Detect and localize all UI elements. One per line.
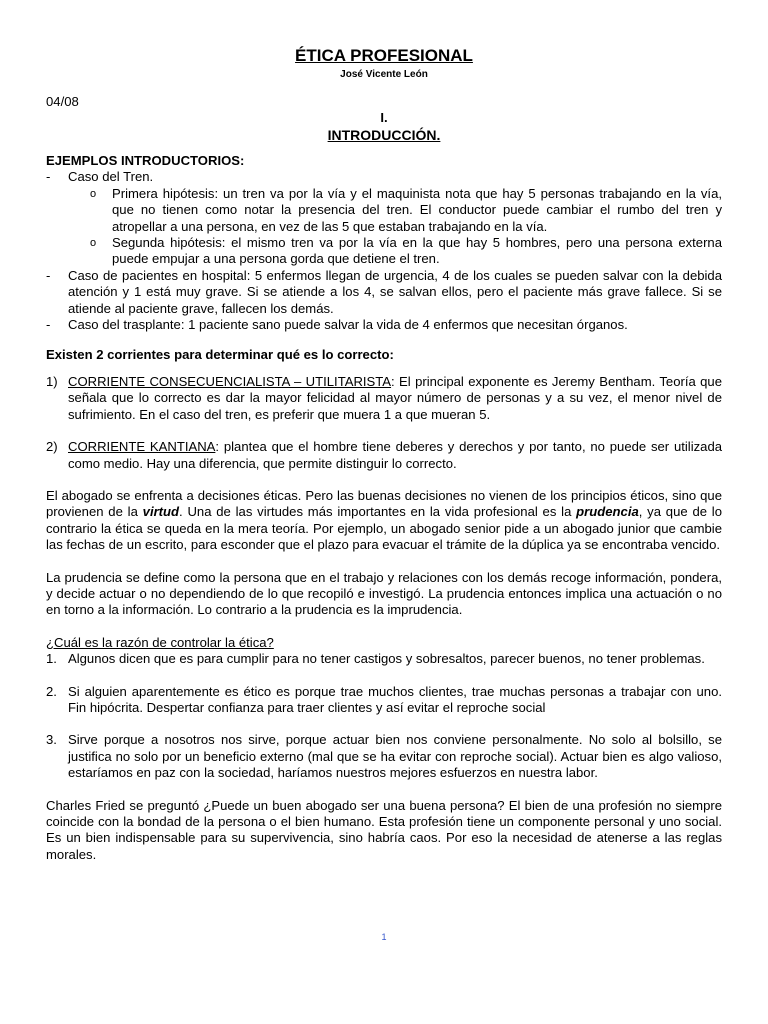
list-item-text: Si alguien aparentemente es ético es porque trae muchos clientes, trae muchas personas a trabajar con uno. Fin hipócrita. Despertar confianza para traer clientes y así evitar el reproche social xyxy=(68,683,722,715)
list-marker: - xyxy=(46,169,51,185)
current-name: CORRIENTE CONSECUENCIALISTA – UTILITARISTA xyxy=(68,373,392,389)
list-marker: 1. xyxy=(46,651,57,667)
section-title: INTRODUCCIÓN. xyxy=(327,127,441,143)
section-number: I. xyxy=(380,110,388,125)
list-item xyxy=(46,651,722,667)
list-item-text: Primera hipótesis: un tren va por la vía y el maquinista nota que hay 5 personas trabajando en la vía, que no tienen como notar la presencia del tren. El conductor puede cambiar el rumbo del tren y atropellar a una persona, en vez de las 5 que estaban trabajando en la vía. xyxy=(112,185,722,234)
document-body xyxy=(46,153,722,863)
list-marker: o xyxy=(90,237,97,250)
list-item xyxy=(46,186,722,235)
list-item-text: Caso de pacientes en hospital: 5 enfermos llegan de urgencia, 4 de los cuales se pueden salvar con la debida atención y 1 está muy grave. Si se atiende a los 4, se salvan ellos, pero el paciente más grave fallece. Si se atiende al paciente grave, fallecen los demás. xyxy=(68,267,722,316)
current-description: : El principal exponente es Jeremy Bentham. Teoría que señala que lo correcto es dar la mayor felicidad al mayor número de personas y a su vez, el menor nivel de sufrimiento. En el caso del tren, es preferir que muera 1 a que mueran 5. xyxy=(68,373,722,422)
page-number: 1 xyxy=(381,932,387,942)
document-author: José Vicente León xyxy=(340,69,428,80)
examples-heading: EJEMPLOS INTRODUCTORIOS: xyxy=(46,153,245,168)
list-item xyxy=(46,439,722,472)
list-marker: 1) xyxy=(46,373,58,389)
list-marker: 2) xyxy=(46,439,58,455)
current-description: : plantea que el hombre tiene deberes y derechos y por tanto, no puede ser utilizada como medio. Hay una diferencia, que permite distinguir lo correcto. xyxy=(68,439,723,471)
reasons-heading: ¿Cuál es la razón de controlar la ética? xyxy=(46,634,274,650)
list-item-text: Segunda hipótesis: el mismo tren va por la vía en la que hay 5 hombres, pero una persona externa puede empujar a una persona gorda que detiene el tren. xyxy=(112,235,722,267)
document-date: 04/08 xyxy=(46,94,79,109)
list-marker: 2. xyxy=(46,683,57,699)
list-marker: - xyxy=(46,267,51,283)
list-item xyxy=(46,235,722,268)
paragraph-text: , ya que de lo contrario la ética se queda en la mera teoría. Por ejemplo, un abogado senior pide a un abogado junior que cambie las fechas de un escrito, para esconder que el plazo para evacuar el trámite de la dúplica ya se encontraba vencido. xyxy=(46,504,722,553)
list-item xyxy=(46,732,722,781)
list-item-text: Caso del Tren. xyxy=(68,169,154,185)
currents-heading: Existen 2 corrientes para determinar qué es lo correcto: xyxy=(46,347,394,363)
list-marker: 3. xyxy=(46,732,57,748)
list-marker: - xyxy=(46,317,51,333)
list-item xyxy=(46,684,722,717)
emphasis-virtud: virtud xyxy=(142,504,180,520)
list-item xyxy=(46,317,722,333)
current-name: CORRIENTE KANTIANA xyxy=(68,439,216,455)
emphasis-prudencia: prudencia xyxy=(576,504,639,520)
list-marker: o xyxy=(90,187,97,200)
list-item-text: Caso del trasplante: 1 paciente sano puede salvar la vida de 4 enfermos que necesitan órganos. xyxy=(68,317,628,333)
list-item-text: Sirve porque a nosotros nos sirve, porque actuar bien nos conviene personalmente. No solo al bolsillo, se justifica no solo por un beneficio externo (mal que se ha evitar con reproche social). Actuar bien es algo valioso, estaríamos en paz con la sociedad, haríamos nuestros mejores esfuerzos en nuestra labor. xyxy=(68,732,722,781)
paragraph-abogado xyxy=(46,488,722,554)
list-item xyxy=(46,268,722,317)
paragraph-fried: Charles Fried se preguntó ¿Puede un buen abogado ser una buena persona? El bien de una profesión no siempre coincide con la bondad de la persona o el bien humano. Esta profesión tiene un componente personal y uno social. Es un bien indispensable para su supervivencia, sino habría caos. Por eso la necesidad de atenerse a las reglas morales. xyxy=(46,797,722,862)
list-item xyxy=(46,374,722,423)
list-item xyxy=(46,169,722,185)
paragraph-text: El abogado se enfrenta a decisiones éticas. Pero las buenas decisiones no vienen de los principios éticos, sino que provienen de la xyxy=(46,487,722,520)
list-item-text: Algunos dicen que es para cumplir para no tener castigos y sobresaltos, parecer buenos, no tener problemas. xyxy=(68,651,705,667)
paragraph-text: . Una de las virtudes más importantes en la vida profesional es la xyxy=(179,504,577,520)
paragraph-prudencia: La prudencia se define como la persona que en el trabajo y relaciones con los demás recoge información, pondera, y decide actuar o no dependiendo de lo que recopiló e investigó. La prudencia entonces implica una actuación o no en torno a la información. Lo contrario a la prudencia es la imprudencia. xyxy=(46,569,722,618)
document-title: ÉTICA PROFESIONAL xyxy=(295,46,473,65)
